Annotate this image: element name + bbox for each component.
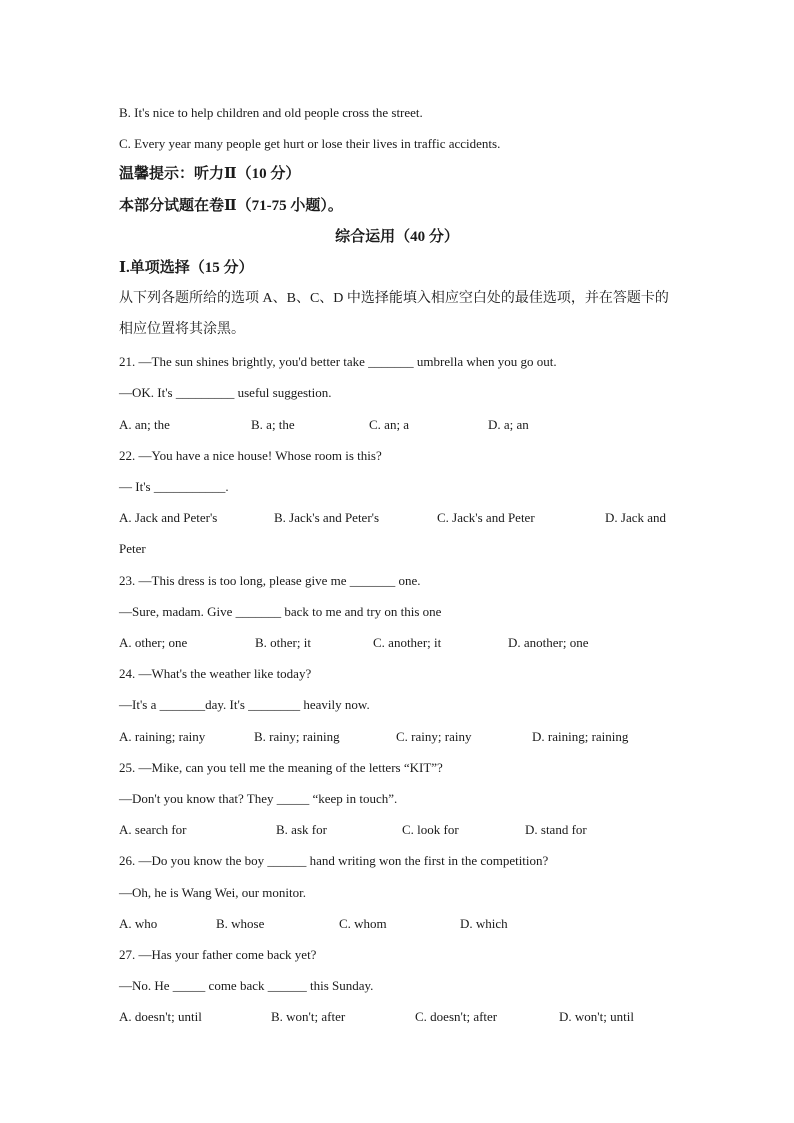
notice-line-1: 温馨提示：听力Ⅱ（10 分） <box>119 166 301 182</box>
question-26-option-b: B. whose <box>216 916 265 931</box>
question-26-option-a: A. who <box>119 916 158 931</box>
question-25-option-b: B. ask for <box>276 822 327 837</box>
question-27-option-a: A. doesn't; until <box>119 1009 202 1024</box>
question-27-prompt: 27. —Has your father come back yet? <box>119 947 317 962</box>
question-23-reply: —Sure, madam. Give _______ back to me and try on this one <box>119 604 442 619</box>
question-22-option-d-wrap: Peter <box>119 541 146 556</box>
question-24-option-b: B. rainy; raining <box>254 729 340 744</box>
question-22-option-a: A. Jack and Peter's <box>119 510 218 525</box>
option-c-text: C. Every year many people get hurt or lose their lives in traffic accidents. <box>119 136 501 151</box>
question-24-option-a: A. raining; rainy <box>119 729 206 744</box>
question-23-option-b: B. other; it <box>255 635 311 650</box>
question-23-option-a: A. other; one <box>119 635 188 650</box>
question-22-prompt: 22. —You have a nice house! Whose room is this? <box>119 448 382 463</box>
question-22-reply: — It's ___________. <box>119 479 229 494</box>
question-24-reply: —It's a _______day. It's ________ heavily now. <box>119 697 370 712</box>
question-26-prompt: 26. —Do you know the boy ______ hand writing won the first in the competition? <box>119 853 549 868</box>
question-27-reply: —No. He _____ come back ______ this Sunday. <box>119 978 374 993</box>
instructions-line-2: 相应位置将其涂黑。 <box>119 322 245 337</box>
question-22-option-d: D. Jack and <box>605 510 667 525</box>
section-title: 综合运用（40 分） <box>335 229 459 245</box>
option-b-text: B. It's nice to help children and old people cross the street. <box>119 105 423 120</box>
question-25-option-d: D. stand for <box>525 822 587 837</box>
question-21-option-b: B. a; the <box>251 417 295 432</box>
question-25-option-a: A. search for <box>119 822 187 837</box>
question-23-option-c: C. another; it <box>373 635 442 650</box>
question-23-option-d: D. another; one <box>508 635 589 650</box>
question-26-option-c: C. whom <box>339 916 387 931</box>
part-title: Ⅰ.单项选择（15 分） <box>119 260 254 276</box>
question-25-reply: —Don't you know that? They _____ “keep in touch”. <box>119 791 398 806</box>
question-27-option-b: B. won't; after <box>271 1009 346 1024</box>
question-24-option-d: D. raining; raining <box>532 729 629 744</box>
notice-line-2: 本部分试题在卷Ⅱ（71-75 小题）。 <box>119 198 343 214</box>
instructions-line-1: 从下列各题所给的选项 A、B、C、D 中选择能填入相应空白处的最佳选项，并在答题卡的 <box>119 291 669 306</box>
question-27-option-c: C. doesn't; after <box>415 1009 498 1024</box>
question-26-option-d: D. which <box>460 916 508 931</box>
question-24-option-c: C. rainy; rainy <box>396 729 472 744</box>
question-23-prompt: 23. —This dress is too long, please give me _______ one. <box>119 573 421 588</box>
question-21-prompt: 21. —The sun shines brightly, you'd better take _______ umbrella when you go out. <box>119 354 557 369</box>
question-26-reply: —Oh, he is Wang Wei, our monitor. <box>119 885 306 900</box>
question-21-reply: —OK. It's _________ useful suggestion. <box>119 385 332 400</box>
question-22-option-c: C. Jack's and Peter <box>437 510 535 525</box>
question-25-option-c: C. look for <box>402 822 459 837</box>
question-24-prompt: 24. —What's the weather like today? <box>119 666 312 681</box>
question-21-option-d: D. a; an <box>488 417 529 432</box>
question-27-option-d: D. won't; until <box>559 1009 634 1024</box>
question-22-option-b: B. Jack's and Peter's <box>274 510 380 525</box>
question-21-option-c: C. an; a <box>369 417 410 432</box>
question-21-option-a: A. an; the <box>119 417 170 432</box>
question-25-prompt: 25. —Mike, can you tell me the meaning of the letters “KIT”? <box>119 760 443 775</box>
